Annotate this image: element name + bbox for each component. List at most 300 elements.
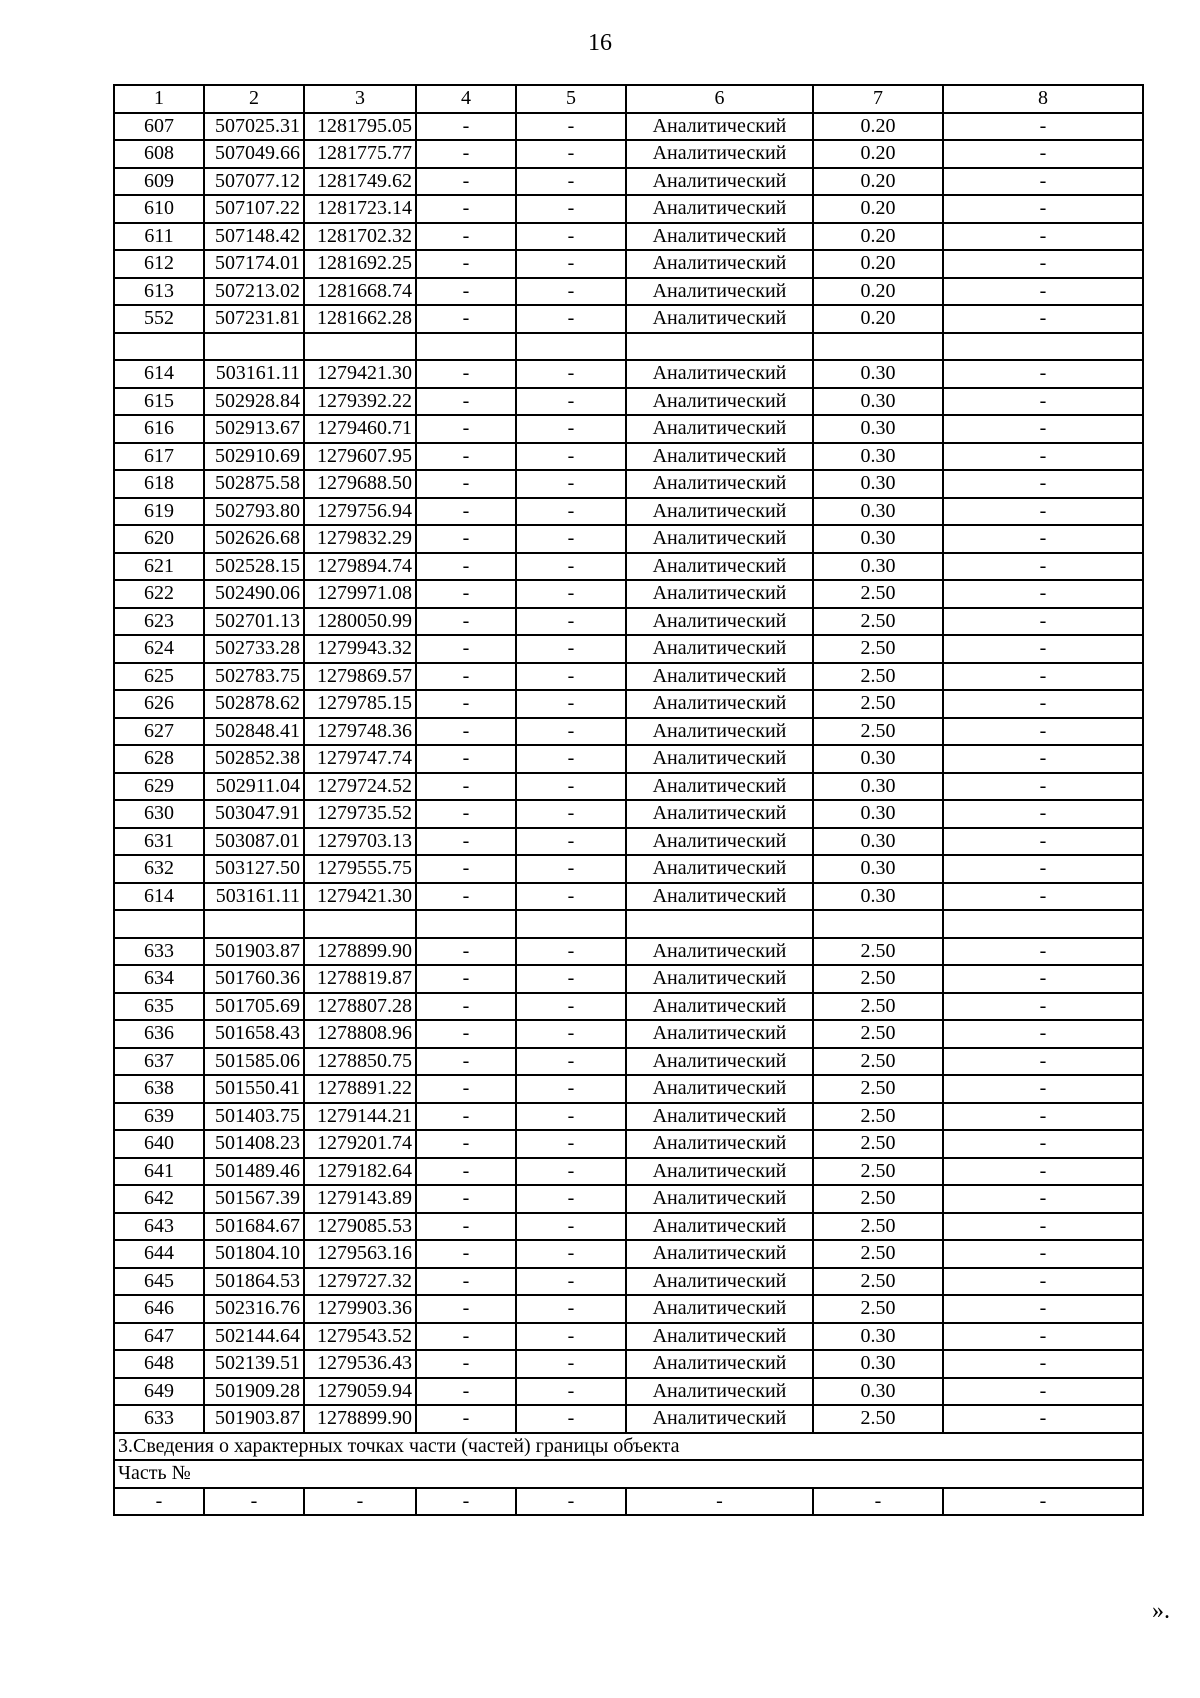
cell-col-3: 1278899.90 [304, 1405, 416, 1433]
cell-col-8: - [943, 773, 1143, 801]
cell-col-5: - [516, 250, 626, 278]
table-row [114, 250, 1143, 278]
cell-col-1: 626 [114, 690, 204, 718]
blank-separator-row [114, 333, 1143, 361]
cell-col-8: - [943, 1323, 1143, 1351]
cell-col-4: - [416, 168, 516, 196]
cell-col-1: 634 [114, 965, 204, 993]
cell-col-8: - [943, 828, 1143, 856]
cell-col-8: - [943, 745, 1143, 773]
cell-col-6: Аналитический [626, 113, 813, 141]
cell-col-2: 507231.81 [204, 305, 304, 333]
cell-col-2: 507174.01 [204, 250, 304, 278]
cell-col-3: 1281702.32 [304, 223, 416, 251]
cell-col-8: - [943, 1103, 1143, 1131]
cell-col-2: 501550.41 [204, 1075, 304, 1103]
cell-col-2: 503161.11 [204, 360, 304, 388]
cell-col-4: - [416, 800, 516, 828]
cell-col-7: 0.30 [813, 498, 943, 526]
cell-col-5: - [516, 965, 626, 993]
cell-col-8: - [943, 690, 1143, 718]
cell-col-7: 0.30 [813, 1323, 943, 1351]
cell-col-1: 631 [114, 828, 204, 856]
cell-col-6: Аналитический [626, 195, 813, 223]
table-row [114, 525, 1143, 553]
cell-col-6: Аналитический [626, 360, 813, 388]
cell-col-6: Аналитический [626, 1048, 813, 1076]
cell-col-6: Аналитический [626, 745, 813, 773]
cell-col-6: Аналитический [626, 250, 813, 278]
cell-col-3: 1279747.74 [304, 745, 416, 773]
cell-col-8: - [943, 883, 1143, 911]
cell-col-4: - [416, 663, 516, 691]
table-row [114, 1295, 1143, 1323]
closing-quote-mark: ». [1152, 1598, 1170, 1624]
cell-col-7: 0.30 [813, 443, 943, 471]
cell-col-1: 627 [114, 718, 204, 746]
cell-col-3: 1279724.52 [304, 773, 416, 801]
cell-col-4: - [416, 745, 516, 773]
page-number: 16 [588, 30, 612, 56]
cell-col-4: - [416, 498, 516, 526]
table-row [114, 855, 1143, 883]
cell-col-1: 618 [114, 470, 204, 498]
cell-col-4: - [416, 690, 516, 718]
cell-col-8: - [943, 1378, 1143, 1406]
cell-col-8: - [943, 635, 1143, 663]
cell-col-7: 0.20 [813, 168, 943, 196]
cell-col-6: Аналитический [626, 525, 813, 553]
cell-col-3: 1279563.16 [304, 1240, 416, 1268]
cell-col-3: 1279143.89 [304, 1185, 416, 1213]
cell-col-7: 2.50 [813, 1130, 943, 1158]
cell-col-2: - [204, 1488, 304, 1516]
cell-col-3: 1281775.77 [304, 140, 416, 168]
empty-cell [416, 333, 516, 361]
table-row [114, 498, 1143, 526]
cell-col-5: - [516, 855, 626, 883]
cell-col-2: 502139.51 [204, 1350, 304, 1378]
empty-cell [516, 333, 626, 361]
cell-col-3: 1279943.32 [304, 635, 416, 663]
cell-col-1: 616 [114, 415, 204, 443]
cell-col-6: Аналитический [626, 388, 813, 416]
cell-col-8: - [943, 1405, 1143, 1433]
cell-col-2: 502911.04 [204, 773, 304, 801]
cell-col-1: 619 [114, 498, 204, 526]
cell-col-1: 645 [114, 1268, 204, 1296]
cell-col-3: 1278891.22 [304, 1075, 416, 1103]
cell-col-4: - [416, 993, 516, 1021]
cell-col-6: Аналитический [626, 1130, 813, 1158]
cell-col-3: 1279756.94 [304, 498, 416, 526]
cell-col-2: 507213.02 [204, 278, 304, 306]
cell-col-7: 0.30 [813, 855, 943, 883]
cell-col-4: - [416, 1130, 516, 1158]
cell-col-2: 2 [204, 85, 304, 113]
cell-col-1: 644 [114, 1240, 204, 1268]
cell-col-7: 2.50 [813, 718, 943, 746]
cell-col-3: 1279971.08 [304, 580, 416, 608]
cell-col-6: Аналитический [626, 938, 813, 966]
table-row [114, 1213, 1143, 1241]
cell-col-1: 610 [114, 195, 204, 223]
cell-col-7: 2.50 [813, 1295, 943, 1323]
cell-col-7: 0.30 [813, 745, 943, 773]
cell-col-7: 0.30 [813, 553, 943, 581]
cell-col-7: 0.30 [813, 800, 943, 828]
cell-col-4: - [416, 113, 516, 141]
cell-col-3: 1279735.52 [304, 800, 416, 828]
cell-col-7: 2.50 [813, 580, 943, 608]
cell-col-2: 502852.38 [204, 745, 304, 773]
cell-col-3: 1279869.57 [304, 663, 416, 691]
cell-col-4: - [416, 415, 516, 443]
cell-col-4: - [416, 965, 516, 993]
cell-col-6: Аналитический [626, 223, 813, 251]
cell-col-5: - [516, 498, 626, 526]
empty-cell [813, 333, 943, 361]
cell-col-7: 2.50 [813, 1240, 943, 1268]
cell-col-5: - [516, 1185, 626, 1213]
cell-col-1: 608 [114, 140, 204, 168]
cell-col-5: - [516, 1295, 626, 1323]
cell-col-6: Аналитический [626, 1350, 813, 1378]
cell-col-7: 2.50 [813, 1185, 943, 1213]
cell-col-8: - [943, 443, 1143, 471]
cell-col-5: - [516, 168, 626, 196]
table-row [114, 223, 1143, 251]
cell-col-5: - [516, 993, 626, 1021]
cell-col-1: 638 [114, 1075, 204, 1103]
cell-col-7: 2.50 [813, 1158, 943, 1186]
cell-col-4: 4 [416, 85, 516, 113]
cell-col-4: - [416, 443, 516, 471]
cell-col-1: 623 [114, 608, 204, 636]
table-row [114, 1378, 1143, 1406]
cell-col-7: 2.50 [813, 635, 943, 663]
cell-col-4: - [416, 1378, 516, 1406]
cell-col-1: 632 [114, 855, 204, 883]
cell-col-4: - [416, 470, 516, 498]
cell-col-3: 1278850.75 [304, 1048, 416, 1076]
cell-col-3: 1279392.22 [304, 388, 416, 416]
cell-col-5: - [516, 938, 626, 966]
cell-col-5: - [516, 1350, 626, 1378]
blank-separator-row [114, 910, 1143, 938]
cell-col-2: 502733.28 [204, 635, 304, 663]
cell-col-8: - [943, 580, 1143, 608]
cell-col-8: - [943, 993, 1143, 1021]
cell-col-1: 625 [114, 663, 204, 691]
cell-col-1: 630 [114, 800, 204, 828]
cell-col-5: - [516, 1240, 626, 1268]
table-row [114, 1075, 1143, 1103]
cell-col-4: - [416, 1268, 516, 1296]
cell-col-5: - [516, 773, 626, 801]
cell-col-7: 0.30 [813, 525, 943, 553]
cell-col-6: Аналитический [626, 828, 813, 856]
cell-col-2: 501864.53 [204, 1268, 304, 1296]
cell-col-6: Аналитический [626, 278, 813, 306]
cell-col-5: - [516, 635, 626, 663]
cell-col-3: - [304, 1488, 416, 1516]
cell-col-1: 612 [114, 250, 204, 278]
cell-col-7: 0.30 [813, 773, 943, 801]
cell-col-1: 636 [114, 1020, 204, 1048]
cell-col-2: 503161.11 [204, 883, 304, 911]
cell-col-8: - [943, 498, 1143, 526]
cell-col-6: Аналитический [626, 1323, 813, 1351]
table-row [114, 1158, 1143, 1186]
cell-col-3: 3 [304, 85, 416, 113]
cell-col-8: - [943, 415, 1143, 443]
cell-col-1: 614 [114, 360, 204, 388]
cell-col-6: Аналитический [626, 470, 813, 498]
cell-col-3: 1279894.74 [304, 553, 416, 581]
cell-col-2: 503087.01 [204, 828, 304, 856]
cell-col-2: 501760.36 [204, 965, 304, 993]
cell-col-6: Аналитический [626, 1103, 813, 1131]
cell-col-1: 613 [114, 278, 204, 306]
table-row [114, 415, 1143, 443]
part-number-row-text: Часть № [114, 1460, 1143, 1488]
cell-col-5: - [516, 1130, 626, 1158]
cell-col-8: - [943, 388, 1143, 416]
table-row [114, 195, 1143, 223]
cell-col-2: 501567.39 [204, 1185, 304, 1213]
cell-col-6: Аналитический [626, 140, 813, 168]
cell-col-2: 507107.22 [204, 195, 304, 223]
cell-col-7: 2.50 [813, 608, 943, 636]
table-row [114, 1048, 1143, 1076]
empty-cell [114, 333, 204, 361]
part-data-row [114, 1488, 1143, 1516]
cell-col-4: - [416, 278, 516, 306]
empty-cell [304, 333, 416, 361]
cell-col-6: Аналитический [626, 498, 813, 526]
cell-col-1: 633 [114, 1405, 204, 1433]
table-row [114, 663, 1143, 691]
table-row [114, 993, 1143, 1021]
table-row [114, 168, 1143, 196]
cell-col-6: Аналитический [626, 1075, 813, 1103]
cell-col-4: - [416, 1323, 516, 1351]
cell-col-6: Аналитический [626, 1268, 813, 1296]
cell-col-7: 0.20 [813, 250, 943, 278]
cell-col-7: 0.30 [813, 360, 943, 388]
cell-col-8: - [943, 800, 1143, 828]
cell-col-8: - [943, 168, 1143, 196]
cell-col-5: - [516, 1158, 626, 1186]
cell-col-1: 614 [114, 883, 204, 911]
cell-col-7: 0.30 [813, 415, 943, 443]
cell-col-3: 1279607.95 [304, 443, 416, 471]
cell-col-1: 620 [114, 525, 204, 553]
table-row [114, 1240, 1143, 1268]
cell-col-1: 643 [114, 1213, 204, 1241]
cell-col-8: - [943, 663, 1143, 691]
cell-col-7: 0.20 [813, 195, 943, 223]
cell-col-3: 1279460.71 [304, 415, 416, 443]
cell-col-2: 502626.68 [204, 525, 304, 553]
cell-col-7: 2.50 [813, 1103, 943, 1131]
cell-col-6: Аналитический [626, 168, 813, 196]
cell-col-8: - [943, 553, 1143, 581]
cell-col-3: 1279832.29 [304, 525, 416, 553]
cell-col-2: 502528.15 [204, 553, 304, 581]
cell-col-7: 2.50 [813, 690, 943, 718]
cell-col-8: - [943, 525, 1143, 553]
cell-col-8: - [943, 360, 1143, 388]
cell-col-5: - [516, 1405, 626, 1433]
cell-col-1: 607 [114, 113, 204, 141]
cell-col-7: 0.30 [813, 388, 943, 416]
table-row [114, 745, 1143, 773]
section-title-row-text: 3.Сведения о характерных точках части (частей) границы объекта [114, 1433, 1143, 1461]
cell-col-4: - [416, 1103, 516, 1131]
cell-col-3: 1279555.75 [304, 855, 416, 883]
cell-col-4: - [416, 1240, 516, 1268]
cell-col-8: - [943, 140, 1143, 168]
cell-col-8: - [943, 195, 1143, 223]
cell-col-6: Аналитический [626, 1405, 813, 1433]
cell-col-5: - [516, 1268, 626, 1296]
cell-col-5: - [516, 1488, 626, 1516]
table-row [114, 1130, 1143, 1158]
cell-col-5: - [516, 360, 626, 388]
cell-col-1: 648 [114, 1350, 204, 1378]
cell-col-1: 635 [114, 993, 204, 1021]
cell-col-5: - [516, 1048, 626, 1076]
cell-col-7: 0.30 [813, 828, 943, 856]
cell-col-6: Аналитический [626, 305, 813, 333]
cell-col-3: 1281668.74 [304, 278, 416, 306]
cell-col-5: - [516, 608, 626, 636]
cell-col-8: - [943, 855, 1143, 883]
cell-col-4: - [416, 305, 516, 333]
cell-col-8: - [943, 965, 1143, 993]
cell-col-7: 7 [813, 85, 943, 113]
cell-col-8: - [943, 113, 1143, 141]
table-row [114, 635, 1143, 663]
table-row [114, 608, 1143, 636]
table-row [114, 553, 1143, 581]
cell-col-4: - [416, 1213, 516, 1241]
cell-col-1: 633 [114, 938, 204, 966]
cell-col-4: - [416, 223, 516, 251]
cell-col-1: 615 [114, 388, 204, 416]
cell-col-6: Аналитический [626, 1158, 813, 1186]
cell-col-8: - [943, 305, 1143, 333]
cell-col-2: 503047.91 [204, 800, 304, 828]
cell-col-8: - [943, 1213, 1143, 1241]
cell-col-5: - [516, 470, 626, 498]
cell-col-1: 622 [114, 580, 204, 608]
cell-col-8: - [943, 1488, 1143, 1516]
section-title-row [114, 1433, 1143, 1461]
cell-col-3: 1281692.25 [304, 250, 416, 278]
cell-col-3: 1279727.32 [304, 1268, 416, 1296]
empty-cell [943, 910, 1143, 938]
table-row [114, 360, 1143, 388]
cell-col-7: 0.20 [813, 223, 943, 251]
cell-col-5: - [516, 663, 626, 691]
cell-col-5: - [516, 1378, 626, 1406]
table-row [114, 443, 1143, 471]
cell-col-2: 501408.23 [204, 1130, 304, 1158]
table-row [114, 1323, 1143, 1351]
cell-col-1: 640 [114, 1130, 204, 1158]
cell-col-2: 502783.75 [204, 663, 304, 691]
cell-col-5: - [516, 443, 626, 471]
table-row [114, 580, 1143, 608]
cell-col-6: Аналитический [626, 800, 813, 828]
cell-col-7: 0.30 [813, 470, 943, 498]
cell-col-7: 0.30 [813, 1350, 943, 1378]
cell-col-8: - [943, 223, 1143, 251]
cell-col-5: - [516, 745, 626, 773]
cell-col-4: - [416, 855, 516, 883]
cell-col-1: 641 [114, 1158, 204, 1186]
cell-col-6: - [626, 1488, 813, 1516]
cell-col-6: Аналитический [626, 635, 813, 663]
cell-col-8: - [943, 1240, 1143, 1268]
cell-col-1: 646 [114, 1295, 204, 1323]
empty-cell [416, 910, 516, 938]
cell-col-3: 1280050.99 [304, 608, 416, 636]
table-row [114, 1350, 1143, 1378]
column-header-row [114, 85, 1143, 113]
table-row [114, 1268, 1143, 1296]
cell-col-3: 1278819.87 [304, 965, 416, 993]
cell-col-2: 501903.87 [204, 938, 304, 966]
cell-col-2: 507077.12 [204, 168, 304, 196]
cell-col-7: 0.20 [813, 113, 943, 141]
cell-col-1: 617 [114, 443, 204, 471]
cell-col-6: Аналитический [626, 663, 813, 691]
cell-col-4: - [416, 1405, 516, 1433]
cell-col-4: - [416, 1295, 516, 1323]
cell-col-2: 502144.64 [204, 1323, 304, 1351]
cell-col-8: - [943, 470, 1143, 498]
cell-col-5: - [516, 388, 626, 416]
cell-col-3: 1281723.14 [304, 195, 416, 223]
cell-col-2: 502875.58 [204, 470, 304, 498]
table-row [114, 388, 1143, 416]
table-row [114, 113, 1143, 141]
table-row [114, 773, 1143, 801]
cell-col-4: - [416, 1020, 516, 1048]
cell-col-1: 647 [114, 1323, 204, 1351]
cell-col-1: 552 [114, 305, 204, 333]
cell-col-2: 501804.10 [204, 1240, 304, 1268]
cell-col-6: Аналитический [626, 1185, 813, 1213]
cell-col-2: 507049.66 [204, 140, 304, 168]
cell-col-7: 2.50 [813, 1268, 943, 1296]
cell-col-2: 502913.67 [204, 415, 304, 443]
cell-col-4: - [416, 828, 516, 856]
cell-col-8: - [943, 1130, 1143, 1158]
cell-col-6: Аналитический [626, 1020, 813, 1048]
cell-col-4: - [416, 1185, 516, 1213]
cell-col-1: 1 [114, 85, 204, 113]
cell-col-1: 624 [114, 635, 204, 663]
empty-cell [943, 333, 1143, 361]
cell-col-3: 1279748.36 [304, 718, 416, 746]
cell-col-8: - [943, 1158, 1143, 1186]
cell-col-2: 502910.69 [204, 443, 304, 471]
